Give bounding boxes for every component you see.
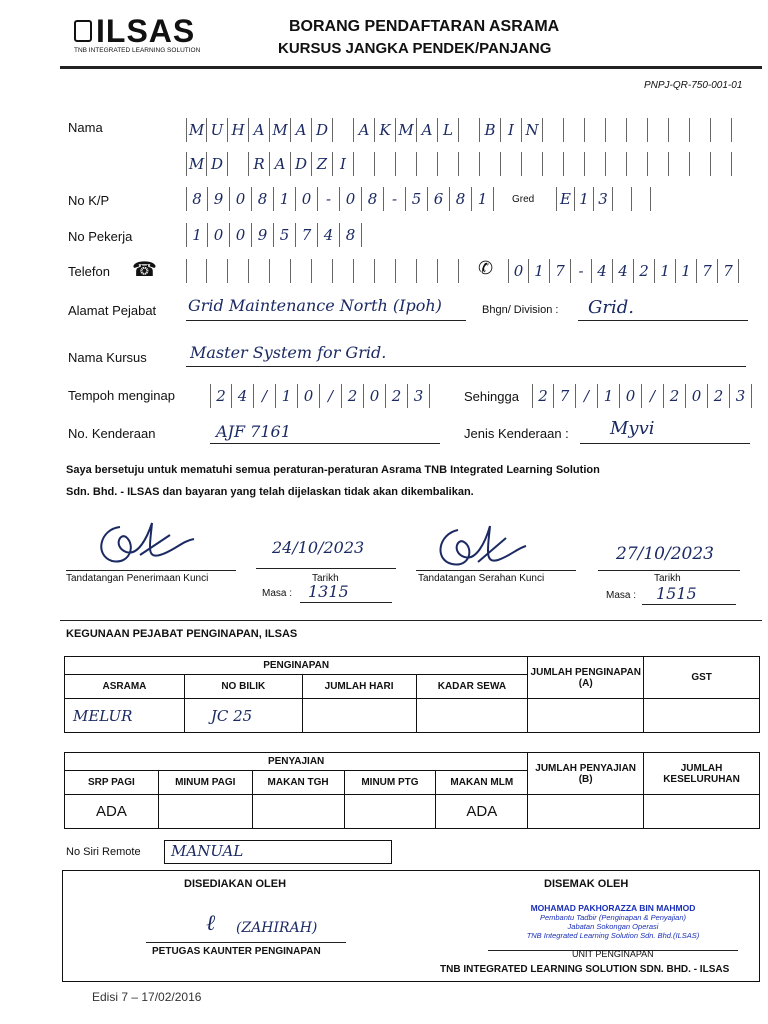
char-box[interactable]: M bbox=[186, 118, 207, 142]
doc-code: PNPJ-QR-750-001-01 bbox=[644, 80, 743, 91]
sehingga-boxes[interactable] bbox=[532, 384, 752, 408]
logo-icon bbox=[74, 20, 92, 42]
char-box[interactable] bbox=[522, 152, 543, 176]
minum-pagi-header: MINUM PAGI bbox=[158, 771, 252, 795]
char-box[interactable]: 1 bbox=[575, 187, 594, 211]
char-box[interactable]: 2 bbox=[532, 384, 554, 408]
char-box[interactable] bbox=[627, 118, 648, 142]
unit-label: UNIT PENGINAPAN bbox=[572, 949, 654, 959]
signature-handover bbox=[430, 520, 530, 580]
char-box[interactable]: 7 bbox=[550, 259, 571, 283]
label-masa-2: Masa : bbox=[606, 590, 637, 601]
official-stamp bbox=[488, 904, 738, 940]
char-box[interactable]: A bbox=[291, 118, 312, 142]
makan-mlm-cell[interactable] bbox=[436, 795, 528, 829]
char-box[interactable]: / bbox=[576, 384, 598, 408]
char-box[interactable]: 8 bbox=[362, 187, 384, 211]
char-box[interactable]: 1 bbox=[274, 187, 296, 211]
char-box[interactable]: 7 bbox=[718, 259, 739, 283]
char-box[interactable]: A bbox=[417, 118, 438, 142]
char-box[interactable] bbox=[438, 152, 459, 176]
char-box[interactable] bbox=[291, 259, 312, 283]
asrama-header: ASRAMA bbox=[65, 675, 185, 699]
zahirah-signature: (ZAHIRAH) bbox=[236, 920, 318, 936]
jumlah-keseluruhan-cell[interactable] bbox=[644, 795, 760, 829]
char-box[interactable]: 7 bbox=[296, 223, 318, 247]
char-box[interactable]: 4 bbox=[613, 259, 634, 283]
char-box[interactable]: 1 bbox=[276, 384, 298, 408]
char-box[interactable] bbox=[396, 259, 417, 283]
char-box[interactable]: / bbox=[320, 384, 342, 408]
char-box[interactable] bbox=[606, 152, 627, 176]
petugas-line bbox=[146, 942, 346, 943]
asrama-value: MELUR bbox=[73, 706, 133, 725]
char-box[interactable]: 0 bbox=[208, 223, 230, 247]
alamat-line bbox=[186, 320, 466, 321]
jenis-line bbox=[580, 443, 750, 444]
label-tempoh: Tempoh menginap bbox=[68, 388, 175, 403]
char-box[interactable] bbox=[632, 187, 651, 211]
char-box[interactable]: 1 bbox=[598, 384, 620, 408]
char-box[interactable] bbox=[228, 259, 249, 283]
jenis-value[interactable]: Myvi bbox=[610, 418, 655, 439]
char-box[interactable]: A bbox=[249, 118, 270, 142]
tarikh-line-2 bbox=[598, 570, 740, 571]
logo-text: ILSAS bbox=[96, 13, 196, 49]
char-box[interactable]: M bbox=[186, 152, 207, 176]
label-nama: Nama bbox=[68, 120, 103, 135]
char-box[interactable]: 7 bbox=[697, 259, 718, 283]
label-remote: No Siri Remote bbox=[66, 846, 141, 858]
char-box[interactable]: A bbox=[270, 152, 291, 176]
stamp-dept: Jabatan Sokongan Operasi bbox=[567, 922, 659, 931]
char-box[interactable] bbox=[459, 152, 480, 176]
char-box[interactable] bbox=[459, 118, 480, 142]
char-box[interactable]: E bbox=[556, 187, 575, 211]
char-box[interactable] bbox=[270, 259, 291, 283]
char-box[interactable]: L bbox=[438, 118, 459, 142]
char-box[interactable]: D bbox=[312, 118, 333, 142]
jumlah-hari-cell[interactable] bbox=[302, 699, 416, 733]
stamp-title: Pembantu Tadbir (Penginapan & Penyajian) bbox=[539, 913, 687, 922]
char-box[interactable]: 0 bbox=[298, 384, 320, 408]
char-box[interactable] bbox=[354, 259, 375, 283]
jumlah-penginapan-header: JUMLAH PENGINAPAN (A) bbox=[528, 657, 644, 699]
char-box[interactable]: 2 bbox=[210, 384, 232, 408]
agreement-line-1: Saya bersetuju untuk mematuhi semua peraturan-peraturan Asrama TNB Integrated Learning Solution bbox=[66, 464, 600, 476]
label-telefon: Telefon bbox=[68, 264, 110, 279]
char-box[interactable] bbox=[543, 118, 564, 142]
char-box[interactable]: 1 bbox=[655, 259, 676, 283]
no-bilik-header: NO BILIK bbox=[184, 675, 302, 699]
char-box[interactable]: A bbox=[354, 118, 375, 142]
char-box[interactable]: 0 bbox=[620, 384, 642, 408]
char-box[interactable]: 1 bbox=[472, 187, 494, 211]
char-box[interactable]: 0 bbox=[364, 384, 386, 408]
char-box[interactable]: 0 bbox=[508, 259, 529, 283]
srp-pagi-header: SRP PAGI bbox=[65, 771, 159, 795]
makan-tgh-cell[interactable] bbox=[252, 795, 344, 829]
remote-value: MANUAL bbox=[171, 842, 244, 860]
char-box[interactable]: 3 bbox=[408, 384, 430, 408]
masa-1-value[interactable]: 1315 bbox=[308, 582, 349, 601]
asrama-cell[interactable] bbox=[65, 699, 185, 733]
char-box[interactable] bbox=[480, 152, 501, 176]
agreement-line-2: Sdn. Bhd. - ILSAS dan bayaran yang telah dijelaskan tidak akan dikembalikan. bbox=[66, 486, 474, 498]
penyajian-table bbox=[64, 752, 760, 829]
char-box[interactable]: N bbox=[522, 118, 543, 142]
form-title-2: KURSUS JANGKA PENDEK/PANJANG bbox=[278, 40, 552, 57]
char-box[interactable]: 9 bbox=[208, 187, 230, 211]
char-box[interactable]: 1 bbox=[676, 259, 697, 283]
masa-line-2 bbox=[642, 604, 736, 605]
bilik-value: JC 25 bbox=[210, 706, 253, 725]
jumlah-penyajian-header: JUMLAH PENYAJIAN (B) bbox=[528, 753, 644, 795]
jumlah-keseluruhan-header: JUMLAH KESELURUHAN bbox=[644, 753, 760, 795]
minum-pagi-cell[interactable] bbox=[158, 795, 252, 829]
char-box[interactable]: 2 bbox=[386, 384, 408, 408]
bhgn-line bbox=[578, 320, 748, 321]
jumlah-penyajian-cell[interactable] bbox=[528, 795, 644, 829]
char-box[interactable]: M bbox=[396, 118, 417, 142]
char-box[interactable]: 8 bbox=[340, 223, 362, 247]
char-box[interactable] bbox=[333, 259, 354, 283]
logo-subtext: TNB INTEGRATED LEARNING SOLUTION bbox=[74, 47, 201, 54]
srp-pagi-value: ADA bbox=[95, 803, 127, 820]
char-box[interactable] bbox=[613, 187, 632, 211]
char-box[interactable]: 2 bbox=[342, 384, 364, 408]
char-box[interactable] bbox=[690, 152, 711, 176]
telefon-pejabat-boxes[interactable] bbox=[186, 259, 459, 283]
nama-row-2[interactable] bbox=[186, 152, 732, 176]
char-box[interactable] bbox=[585, 152, 606, 176]
alamat-value[interactable]: Grid Maintenance North (Ipoh) bbox=[188, 296, 442, 315]
char-box[interactable]: 1 bbox=[186, 223, 208, 247]
char-box[interactable] bbox=[375, 152, 396, 176]
remote-field[interactable] bbox=[164, 840, 392, 864]
makan-mlm-header: MAKAN MLM bbox=[436, 771, 528, 795]
company-label: TNB INTEGRATED LEARNING SOLUTION SDN. BHD. - ILSAS bbox=[440, 964, 730, 975]
char-box[interactable] bbox=[312, 259, 333, 283]
char-box[interactable] bbox=[501, 152, 522, 176]
label-tarikh-1: Tarikh bbox=[312, 573, 339, 584]
char-box[interactable]: 5 bbox=[274, 223, 296, 247]
label-masa-1: Masa : bbox=[262, 588, 293, 599]
char-box[interactable]: K bbox=[375, 118, 396, 142]
makan-mlm-value: ADA bbox=[466, 803, 498, 820]
char-box[interactable] bbox=[690, 118, 711, 142]
char-box[interactable]: 8 bbox=[450, 187, 472, 211]
tarikh-line-1 bbox=[256, 568, 396, 569]
kursus-value[interactable]: Master System for Grid. bbox=[190, 343, 387, 362]
makan-tgh-header: MAKAN TGH bbox=[252, 771, 344, 795]
stamp-name: MOHAMAD PAKHORAZZA BIN MAHMOD bbox=[530, 903, 696, 913]
header-divider bbox=[60, 66, 762, 69]
jumlah-penginapan-cell[interactable] bbox=[528, 699, 644, 733]
label-sig-terima: Tandatangan Penerimaan Kunci bbox=[66, 573, 209, 584]
char-box[interactable] bbox=[648, 152, 669, 176]
nokp-boxes[interactable] bbox=[186, 187, 494, 211]
char-box[interactable] bbox=[564, 152, 585, 176]
char-box[interactable] bbox=[648, 118, 669, 142]
char-box[interactable]: M bbox=[270, 118, 291, 142]
char-box[interactable] bbox=[606, 118, 627, 142]
kenderaan-line bbox=[210, 443, 440, 444]
tarikh-2-value[interactable]: 27/10/2023 bbox=[616, 544, 714, 564]
nopekerja-boxes[interactable] bbox=[186, 223, 362, 247]
signature-receive bbox=[90, 515, 200, 575]
logo bbox=[74, 14, 214, 58]
char-box[interactable]: D bbox=[291, 152, 312, 176]
char-box[interactable]: 3 bbox=[730, 384, 752, 408]
char-box[interactable]: 0 bbox=[230, 187, 252, 211]
char-box[interactable]: 2 bbox=[634, 259, 655, 283]
char-box[interactable]: I bbox=[501, 118, 522, 142]
char-box[interactable] bbox=[564, 118, 585, 142]
label-alamat: Alamat Pejabat bbox=[68, 303, 157, 318]
char-box[interactable] bbox=[375, 259, 396, 283]
bhgn-value[interactable]: Grid. bbox=[588, 297, 634, 318]
gst-cell[interactable] bbox=[644, 699, 760, 733]
char-box[interactable]: 4 bbox=[232, 384, 254, 408]
gred-boxes[interactable] bbox=[556, 187, 651, 211]
char-box[interactable] bbox=[249, 259, 270, 283]
sig-line-2 bbox=[416, 570, 576, 571]
tarikh-1-value[interactable]: 24/10/2023 bbox=[272, 538, 365, 557]
telefon-bimbit-boxes[interactable] bbox=[508, 259, 739, 283]
char-box[interactable]: D bbox=[207, 152, 228, 176]
char-box[interactable]: H bbox=[228, 118, 249, 142]
char-box[interactable]: 0 bbox=[296, 187, 318, 211]
char-box[interactable]: - bbox=[318, 187, 340, 211]
kadar-sewa-header: KADAR SEWA bbox=[416, 675, 528, 699]
penginapan-header: PENGINAPAN bbox=[65, 657, 528, 675]
char-box[interactable]: 0 bbox=[686, 384, 708, 408]
char-box[interactable] bbox=[333, 118, 354, 142]
penginapan-table bbox=[64, 656, 760, 733]
label-nopekerja: No Pekerja bbox=[68, 229, 133, 244]
office-divider bbox=[60, 620, 762, 621]
char-box[interactable]: 3 bbox=[594, 187, 613, 211]
char-box[interactable] bbox=[207, 259, 228, 283]
label-jenis: Jenis Kenderaan : bbox=[464, 426, 569, 441]
label-kenderaan: No. Kenderaan bbox=[68, 426, 156, 441]
disediakan-label: DISEDIAKAN OLEH bbox=[184, 878, 287, 890]
char-box[interactable]: 4 bbox=[592, 259, 613, 283]
char-box[interactable] bbox=[711, 152, 732, 176]
char-box[interactable]: 4 bbox=[318, 223, 340, 247]
zahirah-initial: ℓ bbox=[206, 911, 216, 936]
office-title: KEGUNAAN PEJABAT PENGINAPAN, ILSAS bbox=[66, 628, 298, 640]
form-title-1: BORANG PENDAFTARAN ASRAMA bbox=[289, 18, 560, 35]
char-box[interactable]: 1 bbox=[529, 259, 550, 283]
label-sig-serah: Tandatangan Serahan Kunci bbox=[418, 573, 545, 584]
kursus-line bbox=[186, 366, 746, 367]
char-box[interactable] bbox=[417, 152, 438, 176]
sig-line-1 bbox=[66, 570, 236, 571]
char-box[interactable]: R bbox=[249, 152, 270, 176]
char-box[interactable] bbox=[627, 152, 648, 176]
nama-row-1[interactable] bbox=[186, 118, 732, 142]
char-box[interactable]: 8 bbox=[186, 187, 208, 211]
minum-ptg-cell[interactable] bbox=[344, 795, 436, 829]
char-box[interactable] bbox=[669, 118, 690, 142]
petugas-label: PETUGAS KAUNTER PENGINAPAN bbox=[152, 946, 321, 957]
masa-2-value[interactable]: 1515 bbox=[656, 584, 697, 603]
char-box[interactable]: Z bbox=[312, 152, 333, 176]
minum-ptg-header: MINUM PTG bbox=[344, 771, 436, 795]
char-box[interactable] bbox=[585, 118, 606, 142]
char-box[interactable]: 9 bbox=[252, 223, 274, 247]
char-box[interactable] bbox=[669, 152, 690, 176]
char-box[interactable]: 0 bbox=[340, 187, 362, 211]
char-box[interactable] bbox=[396, 152, 417, 176]
tempoh-boxes[interactable] bbox=[210, 384, 430, 408]
char-box[interactable]: U bbox=[207, 118, 228, 142]
char-box[interactable]: 5 bbox=[406, 187, 428, 211]
edisi-label: Edisi 7 – 17/02/2016 bbox=[92, 990, 202, 1004]
jumlah-hari-header: JUMLAH HARI bbox=[302, 675, 416, 699]
kenderaan-value[interactable]: AJF 7161 bbox=[216, 422, 291, 441]
stamp-company: TNB Integrated Learning Solution Sdn. Bhd.(ILSAS) bbox=[526, 931, 700, 940]
masa-line-1 bbox=[300, 602, 392, 603]
char-box[interactable]: I bbox=[333, 152, 354, 176]
srp-pagi-cell[interactable] bbox=[65, 795, 159, 829]
char-box[interactable]: B bbox=[480, 118, 501, 142]
kadar-sewa-cell[interactable] bbox=[416, 699, 528, 733]
char-box[interactable] bbox=[438, 259, 459, 283]
mobile-icon: ✆ bbox=[478, 258, 494, 278]
phone-icon: ☎ bbox=[132, 259, 157, 281]
label-kursus: Nama Kursus bbox=[68, 350, 147, 365]
char-box[interactable] bbox=[417, 259, 438, 283]
char-box[interactable] bbox=[228, 152, 249, 176]
disemak-label: DISEMAK OLEH bbox=[544, 878, 629, 890]
char-box[interactable]: - bbox=[384, 187, 406, 211]
char-box[interactable]: 7 bbox=[554, 384, 576, 408]
label-bhgn: Bhgn/ Division : bbox=[482, 304, 559, 316]
char-box[interactable]: 6 bbox=[428, 187, 450, 211]
label-nokp: No K/P bbox=[68, 193, 110, 208]
label-gred: Gred bbox=[512, 194, 535, 205]
char-box[interactable]: 2 bbox=[664, 384, 686, 408]
gst-header: GST bbox=[644, 657, 760, 699]
penyajian-header: PENYAJIAN bbox=[65, 753, 528, 771]
char-box[interactable] bbox=[186, 259, 207, 283]
char-box[interactable]: 8 bbox=[252, 187, 274, 211]
bilik-cell[interactable] bbox=[184, 699, 302, 733]
label-tarikh-2: Tarikh bbox=[654, 573, 681, 584]
char-box[interactable] bbox=[354, 152, 375, 176]
char-box[interactable]: 0 bbox=[230, 223, 252, 247]
char-box[interactable]: / bbox=[254, 384, 276, 408]
char-box[interactable] bbox=[543, 152, 564, 176]
label-sehingga: Sehingga bbox=[464, 389, 519, 404]
char-box[interactable] bbox=[711, 118, 732, 142]
char-box[interactable]: - bbox=[571, 259, 592, 283]
char-box[interactable]: / bbox=[642, 384, 664, 408]
char-box[interactable]: 2 bbox=[708, 384, 730, 408]
